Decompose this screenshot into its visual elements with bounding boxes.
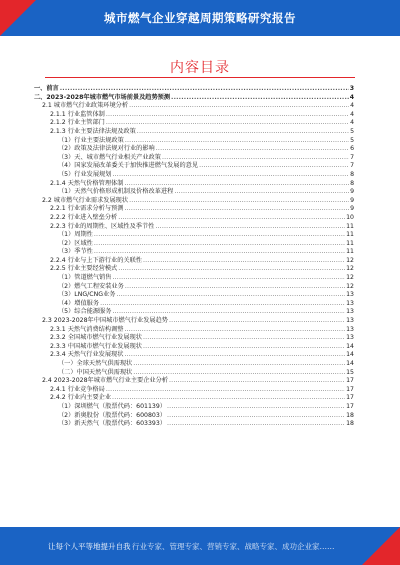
toc-entry-label: 2.1.4 天然气价格管理体制 xyxy=(50,179,124,187)
toc-entry[interactable] xyxy=(34,188,354,197)
toc-entry-label: 2.4.1 行业竞争格局 xyxy=(50,385,105,393)
toc-leader-dots xyxy=(125,283,345,292)
report-title: 城市燃气企业穿越周期策略研究报告 xyxy=(104,11,296,25)
toc-entry[interactable] xyxy=(34,102,354,111)
toc-leader-dots xyxy=(155,223,345,232)
toc-leader-dots xyxy=(60,85,349,94)
toc-entry-label: （1）行业主要法规政策 xyxy=(58,136,124,144)
toc-entry-label: 2.3 2023-2028年中国城市燃气行业发展趋势 xyxy=(42,317,168,325)
toc-entry[interactable] xyxy=(34,85,354,94)
toc-entry[interactable] xyxy=(34,317,354,326)
toc-entry[interactable] xyxy=(34,171,354,180)
toc-leader-dots xyxy=(125,137,349,146)
footer-slogan: 让每个人平等地提升自我 xyxy=(48,542,131,551)
toc-leader-dots xyxy=(143,343,345,352)
toc-entry-page: 3 xyxy=(349,85,354,92)
toc-entry-label: （2）区域性 xyxy=(58,239,93,247)
toc-entry-page: 9 xyxy=(350,188,354,196)
toc-leader-dots xyxy=(169,377,345,386)
toc-entry-page: 14 xyxy=(346,351,354,359)
toc-entry[interactable] xyxy=(34,205,354,214)
toc-entry-page: 12 xyxy=(346,265,354,273)
toc-entry-page: 7 xyxy=(350,162,354,170)
toc-leader-dots xyxy=(100,300,345,309)
toc-entry[interactable] xyxy=(34,420,354,429)
toc-entry[interactable] xyxy=(34,94,354,103)
toc-divider xyxy=(45,77,355,78)
toc-entry-page: 5 xyxy=(350,127,354,135)
toc-entry[interactable] xyxy=(34,351,354,360)
toc-entry-page: 17 xyxy=(346,394,354,402)
toc-entry-page: 13 xyxy=(346,299,354,307)
toc-entry-label: 2.2.1 行业需求分析与预测 xyxy=(50,205,124,213)
toc-entry-page: 11 xyxy=(346,222,354,230)
toc-entry[interactable] xyxy=(34,240,354,249)
toc-entry-page: 14 xyxy=(346,360,354,367)
toc-entry-page: 12 xyxy=(346,274,354,282)
toc-leader-dots xyxy=(112,274,345,283)
toc-entry-page: 15 xyxy=(346,368,354,376)
toc-leader-dots xyxy=(143,257,345,266)
toc-leader-dots xyxy=(94,231,345,240)
toc-entry-label: 2.2.4 行业与上下游行业的关联性 xyxy=(50,256,142,264)
toc-leader-dots xyxy=(167,412,345,421)
toc-leader-dots xyxy=(112,171,349,180)
toc-entry[interactable] xyxy=(34,265,354,274)
table-of-contents xyxy=(34,85,354,429)
toc-entry-label: （4）增值服务 xyxy=(58,299,100,307)
toc-entry-label: （1）天然气价格形成机制及价格改革进程 xyxy=(58,188,174,196)
toc-leader-dots xyxy=(171,94,349,103)
toc-leader-dots xyxy=(129,197,349,206)
toc-leader-dots xyxy=(112,308,345,317)
toc-entry-page: 13 xyxy=(346,334,354,342)
toc-leader-dots xyxy=(118,214,345,223)
toc-entry-page: 13 xyxy=(346,325,354,333)
toc-leader-dots xyxy=(199,162,349,171)
toc-leader-dots xyxy=(143,334,345,343)
toc-entry-label: （3）季节性 xyxy=(58,248,93,256)
toc-leader-dots xyxy=(129,102,349,111)
toc-entry[interactable] xyxy=(34,137,354,146)
toc-leader-dots xyxy=(167,420,345,429)
toc-entry-page: 4 xyxy=(350,119,354,127)
toc-leader-dots xyxy=(133,360,345,369)
toc-leader-dots xyxy=(106,119,349,128)
toc-entry-label: （1）深圳燃气（股票代码：601139） xyxy=(58,402,166,410)
toc-entry-page: 8 xyxy=(350,170,354,178)
toc-leader-dots xyxy=(167,403,345,412)
toc-entry-page: 11 xyxy=(346,248,354,256)
toc-leader-dots xyxy=(116,291,345,300)
toc-entry-page: 4 xyxy=(350,102,354,110)
toc-entry[interactable] xyxy=(34,231,354,240)
page-header xyxy=(0,0,400,36)
toc-entry-page: 13 xyxy=(346,317,354,325)
toc-entry[interactable] xyxy=(34,403,354,412)
toc-entry[interactable] xyxy=(34,145,354,154)
toc-entry-label: （1）周期性 xyxy=(58,231,93,239)
toc-entry[interactable] xyxy=(34,119,354,128)
toc-entry-page: 13 xyxy=(346,291,354,299)
toc-entry[interactable] xyxy=(34,291,354,300)
toc-entry-page: 17 xyxy=(346,385,354,393)
toc-leader-dots xyxy=(112,394,345,403)
toc-entry-page: 11 xyxy=(346,231,354,239)
toc-entry-label: 2.1.2 行业主管部门 xyxy=(50,119,105,127)
toc-entry-label: 2.3.4 天然气行业发展现状 xyxy=(50,351,124,359)
toc-leader-dots xyxy=(133,369,345,378)
toc-entry-label: （4）国家发展改革委关于加快推进燃气发展的意见 xyxy=(58,162,199,170)
toc-entry-page: 9 xyxy=(350,196,354,204)
toc-entry-label: （3）LNG/CNG业务 xyxy=(58,291,116,299)
toc-entry-label: （2）新奥股份（股票代码：600803） xyxy=(58,411,166,419)
toc-leader-dots xyxy=(124,180,349,189)
page-footer xyxy=(0,527,400,565)
toc-leader-dots xyxy=(118,265,345,274)
toc-entry-page: 13 xyxy=(346,308,354,316)
toc-entry-page: 17 xyxy=(346,377,354,385)
toc-leader-dots xyxy=(137,128,349,137)
toc-entry-label: 2.3.2 全国城市燃气行业发展现状 xyxy=(50,334,142,342)
toc-entry[interactable] xyxy=(34,394,354,403)
toc-leader-dots xyxy=(94,248,345,257)
toc-entry-label: 一、前言 xyxy=(34,85,59,92)
footer-accent-triangle xyxy=(362,527,400,565)
toc-entry-label: 2.1.1 行业监管体制 xyxy=(50,110,105,118)
toc-entry-label: （3）天、城市燃气行业相关产业政策 xyxy=(58,153,161,161)
toc-entry-page: 18 xyxy=(346,411,354,419)
toc-leader-dots xyxy=(174,188,349,197)
toc-entry-page: 9 xyxy=(350,205,354,213)
toc-entry[interactable] xyxy=(34,369,354,378)
toc-entry-label: 二、2023-2028年城市燃气市场前景及趋势预测 xyxy=(34,93,171,101)
toc-entry[interactable] xyxy=(34,248,354,257)
toc-entry-label: 2.2.3 行业的周期性、区域性及季节性 xyxy=(50,222,155,230)
toc-entry[interactable] xyxy=(34,334,354,343)
toc-entry-label: 2.2 城市燃气行业需求发展现状 xyxy=(42,196,129,204)
toc-leader-dots xyxy=(106,386,345,395)
toc-entry[interactable] xyxy=(34,326,354,335)
toc-entry-page: 6 xyxy=(350,145,354,153)
toc-entry-label: 2.3.1 天然气消费结构调整 xyxy=(50,325,124,333)
toc-entry[interactable] xyxy=(34,128,354,137)
toc-entry[interactable] xyxy=(34,223,354,232)
toc-leader-dots xyxy=(106,111,349,120)
toc-entry-label: 2.1 城市燃气行业政策环境分析 xyxy=(42,102,129,110)
toc-entry-label: （一）全球天然气供需现状 xyxy=(58,360,133,367)
toc-entry-page: 12 xyxy=(346,256,354,264)
toc-entry-page: 14 xyxy=(346,342,354,350)
toc-entry-page: 4 xyxy=(349,93,354,101)
toc-entry[interactable] xyxy=(34,412,354,421)
toc-entry[interactable] xyxy=(34,162,354,171)
toc-entry-page: 12 xyxy=(346,282,354,290)
toc-entry-page: 7 xyxy=(350,153,354,161)
toc-entry[interactable] xyxy=(34,214,354,223)
toc-entry-label: 2.3.3 中国城市燃气行业发展现状 xyxy=(50,342,142,350)
toc-entry[interactable] xyxy=(34,360,354,369)
toc-entry[interactable] xyxy=(34,274,354,283)
toc-entry[interactable] xyxy=(34,283,354,292)
toc-entry-label: 2.2.2 行业进入壁垒分析 xyxy=(50,213,118,221)
toc-entry-label: （3）新天然气（股票代码：603393） xyxy=(58,420,166,428)
toc-leader-dots xyxy=(124,205,349,214)
toc-entry-page: 4 xyxy=(350,110,354,118)
toc-entry-label: （2）政策及法律法规对行业的影响 xyxy=(58,145,155,153)
toc-leader-dots xyxy=(94,240,345,249)
toc-entry-page: 17 xyxy=(346,402,354,410)
toc-entry-label: （5）综合能源服务 xyxy=(58,308,112,316)
toc-entry-label: （二）中国天然气供需现状 xyxy=(58,368,133,376)
toc-entry-label: （1）管道燃气销售 xyxy=(58,274,112,282)
toc-entry[interactable] xyxy=(34,308,354,317)
toc-entry-label: 2.4.2 行业内主要企业 xyxy=(50,394,112,402)
toc-leader-dots xyxy=(156,145,349,154)
toc-entry-label: （5）行业发展规划 xyxy=(58,170,112,178)
toc-entry[interactable] xyxy=(34,377,354,386)
toc-entry-label: （2）燃气工程安装业务 xyxy=(58,282,124,290)
footer-slogan-experts: 行业专家、管理专家、营销专家、战略专家、成功企业家…… xyxy=(132,542,335,551)
toc-entry-label: 2.2.5 行业主要经营模式 xyxy=(50,265,118,273)
toc-leader-dots xyxy=(169,317,345,326)
toc-leader-dots xyxy=(124,351,345,360)
toc-heading: 内容目录 xyxy=(170,60,230,76)
toc-entry-page: 11 xyxy=(346,239,354,247)
toc-entry-label: 2.4 2023-2028年城市燃气行业主要企业分析 xyxy=(42,377,168,385)
toc-entry-page: 5 xyxy=(350,136,354,144)
toc-entry[interactable] xyxy=(34,180,354,189)
toc-entry-page: 8 xyxy=(350,179,354,187)
toc-entry-page: 18 xyxy=(346,420,354,428)
toc-entry-page: 10 xyxy=(346,213,354,221)
toc-leader-dots xyxy=(124,326,345,335)
toc-entry-label: 2.1.3 行业主要法律法规及政策 xyxy=(50,127,136,135)
